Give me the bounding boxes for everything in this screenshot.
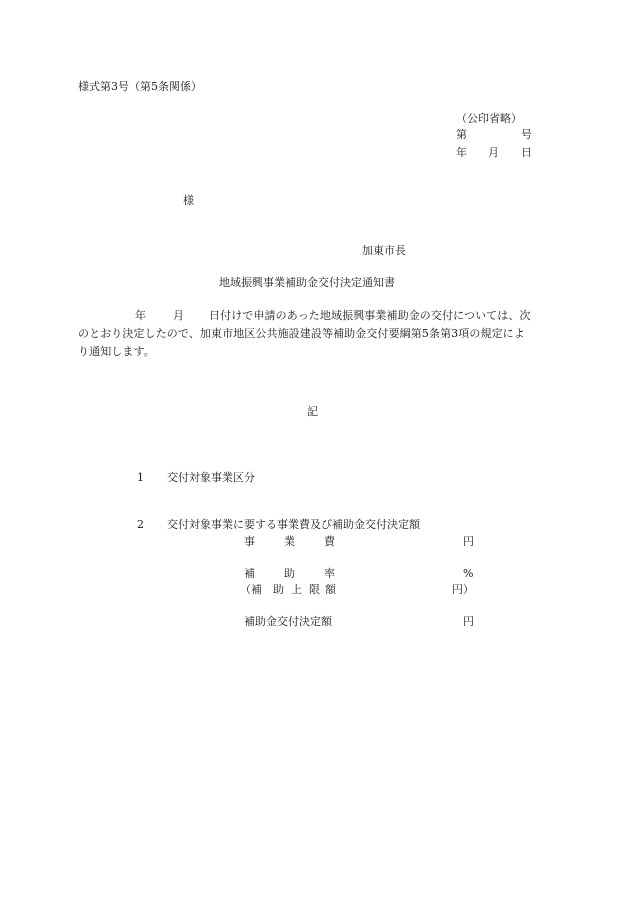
subsidy-limit-char3: 上 [291,583,302,596]
subsidy-rate-char2: 助 [284,567,295,580]
body-line1: 日付けで申請のあった地域振興事業補助金の交付については、次 [209,309,531,322]
body-year: 年 [135,309,147,322]
decision-amount-unit: 円 [463,615,474,628]
project-cost-char3: 費 [324,535,335,548]
project-cost-unit: 円 [463,535,474,548]
decision-amount-label: 補助金交付決定額 [244,615,332,628]
body-month: 月 [173,309,185,322]
project-cost-char1: 事 [244,535,255,548]
addressee-suffix: 様 [183,194,194,207]
document-title: 地域振興事業補助金交付決定通知書 [219,276,395,289]
subsidy-limit-unit: 円） [452,583,474,596]
subsidy-limit-char2: 助 [273,583,284,596]
subsidy-limit-char4: 限 [309,583,320,596]
date-month: 月 [488,146,499,159]
form-number: 様式第3号（第5条関係） [78,80,202,93]
subsidy-rate-char3: 率 [324,567,335,580]
subsidy-rate-char1: 補 [244,567,255,580]
doc-number-suffix: 号 [521,128,532,141]
project-cost-char2: 業 [284,535,295,548]
subsidy-rate-unit: % [463,567,474,580]
item2-label: 交付対象事業に要する事業費及び補助金交付決定額 [167,518,420,531]
seal-omitted-note: （公印省略） [456,112,522,125]
issuer: 加東市長 [362,244,406,257]
item1-number: 1 [137,471,144,484]
ki-heading: 記 [307,405,318,418]
date-year: 年 [456,146,467,159]
body-line3: り通知します。 [78,345,155,358]
item1-label: 交付対象事業区分 [167,471,255,484]
subsidy-limit-char1: （補 [240,583,262,596]
item2-number: 2 [137,518,144,531]
doc-number-prefix: 第 [456,128,467,141]
body-line2: のとおり決定したので、加東市地区公共施設建設等補助金交付要綱第5条第3項の規定によ [78,327,525,340]
subsidy-limit-char5: 額 [325,583,336,596]
date-day: 日 [521,146,532,159]
body-paragraph [78,307,554,361]
